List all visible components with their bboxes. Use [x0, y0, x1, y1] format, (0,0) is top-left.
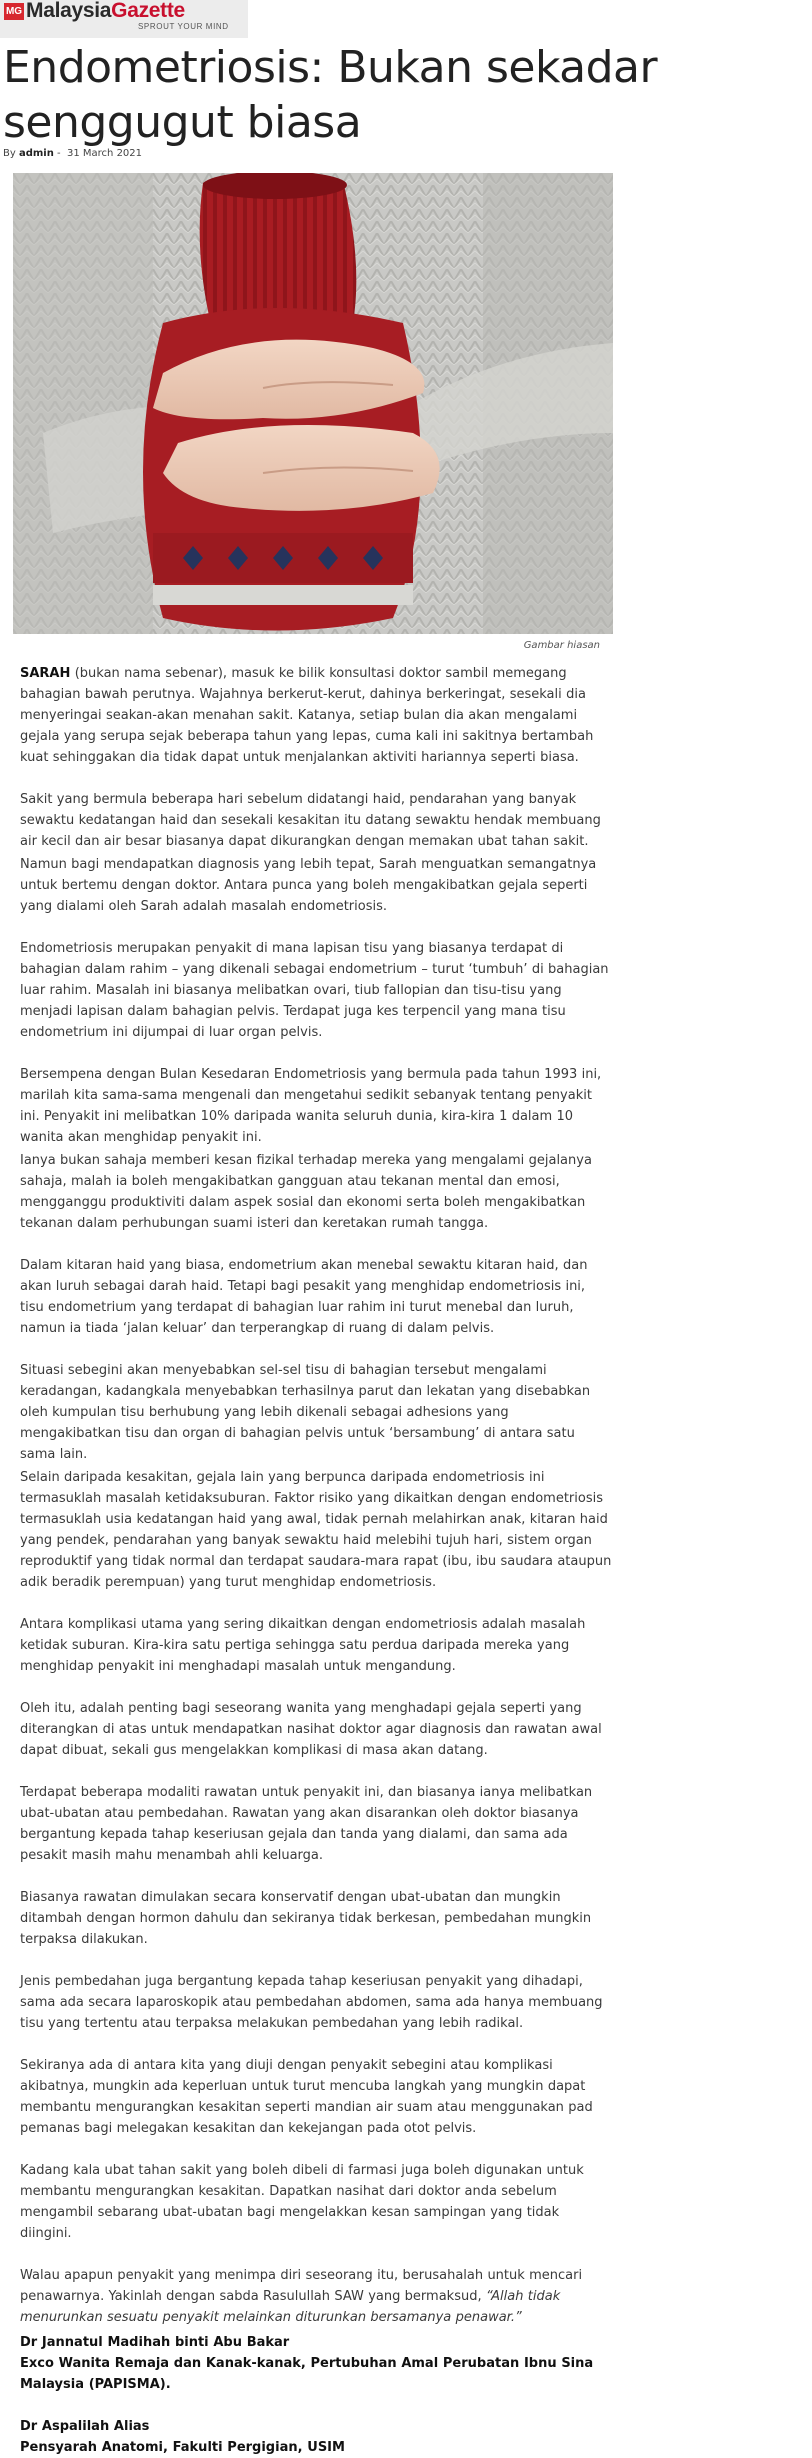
publish-date: 31 March 2021 [67, 148, 143, 159]
paragraph-5: Bersempena dengan Bulan Kesedaran Endometriosis yang bermula pada tahun 1993 ini, marilah kita sama-sama mengenali dan mengetahui sedikit sebanyak tentang penyakit ini. Penyakit ini melibatkan 10% daripada wanita seluruh dunia, kira-kira 1 dalam 10 wanita akan menghidap penyakit ini. [20, 1067, 602, 1145]
paragraph-15: Sekiranya ada di antara kita yang diuji dengan penyakit sebegini atau komplikasi akibatnya, mungkin ada keperluan untuk turut mencuba langkah yang mungkin dapat membantu mengurangkan kesakitan seperti mandian air suam atau menggunakan pad pemanas bagi melegakan kesakitan dan kekejangan pada otot pelvis. [20, 2058, 593, 2136]
byline-prefix: By [3, 148, 16, 159]
author1-role: Exco Wanita Remaja dan Kanak-kanak, Pertubuhan Amal Perubatan Ibnu Sina Malaysia (PAPISMA). [20, 2356, 594, 2392]
hadith-quote: “Allah tidak menurunkan sesuatu penyakit melainkan diturunkan bersamanya penawar.” [20, 2289, 561, 2325]
paragraph-12: Terdapat beberapa modaliti rawatan untuk penyakit ini, dan biasanya ianya melibatkan ubat-ubatan atau pembedahan. Rawatan yang akan disarankan oleh doktor biasanya bergantung kepada tahap keseriusan gejala dan tanda yang dialami, dan sama ada pesakit masih mahu menambah ahli keluarga. [20, 1785, 593, 1863]
paragraph-1: SARAH (bukan nama sebenar), masuk ke bilik konsultasi doktor sambil memegang bahagian bawah perutnya. Wajahnya berkerut-kerut, dahinya berkeringat, sesekali dia menyeringai seakan-akan menahan sakit. Katanya, setiap bulan dia akan mengalami gejala yang serupa sejak beberapa tahun yang lepas, cuma kali ini sakitnya bertambah kuat sehinggakan dia tidak dapat untuk menjalankan aktiviti hariannya seperti biasa. [20, 666, 594, 765]
paragraph-17: Walau apapun penyakit yang menimpa diri seseorang itu, berusahalah untuk mencari penawarnya. Yakinlah dengan sabda Rasulullah SAW yang bermaksud, “Allah tidak menurunkan sesuatu penyakit melainkan diturunkan bersamanya penawar.” [20, 2268, 583, 2325]
paragraph-11: Oleh itu, adalah penting bagi seseorang wanita yang menghadapi gejala seperti yang diterangkan di atas untuk mendapatkan nasihat doktor agar diagnosis dan rawatan awal dapat dibuat, sekali gus mengelakkan komplikasi di masa akan datang. [20, 1701, 602, 1758]
logo-tagline: SPROUT YOUR MIND [138, 22, 229, 31]
paragraph-7: Dalam kitaran haid yang biasa, endometrium akan menebal sewaktu kitaran haid, dan akan luruh sebagai darah haid. Tetapi bagi pesakit yang menghidap endometriosis ini, tisu endometrium yang terdapat di bahagian luar rahim ini turut menebal dan luruh, namun ia tiada ‘jalan keluar’ dan terperangkap di ruang di dalam pelvis. [20, 1258, 588, 1336]
paragraph-13: Biasanya rawatan dimulakan secara konservatif dengan ubat-ubatan dan mungkin ditambah dengan hormon dahulu dan sekiranya tidak berkesan, pembedahan mungkin terpaksa dilakukan. [20, 1890, 592, 1947]
site-header [0, 0, 248, 38]
author2-role: Pensyarah Anatomi, Fakulti Pergigian, USIM [20, 2440, 345, 2455]
author-link[interactable]: admin [18, 148, 54, 159]
paragraph-10: Antara komplikasi utama yang sering dikaitkan dengan endometriosis adalah masalah ketidak suburan. Kira-kira satu pertiga sehingga satu perdua daripada mereka yang menghidap penyakit ini menghadapi masalah untuk mengandung. [20, 1617, 586, 1674]
paragraph-2: Sakit yang bermula beberapa hari sebelum didatangi haid, pendarahan yang banyak sewaktu kedatangan haid dan sesekali kesakitan itu datang sewaktu hendak membuang air kecil dan air besar biasanya dapat dikurangkan dengan memakan ubat tahan sakit. [20, 792, 601, 849]
byline-separator: - [57, 148, 61, 159]
lead-name: SARAH [20, 666, 71, 681]
article-title: Endometriosis: Bukan sekadar senggugut biasa [3, 42, 658, 148]
article-body [20, 663, 613, 2458]
site-logo[interactable] [0, 0, 248, 38]
author2-name: Dr Aspalilah Alias [20, 2419, 150, 2434]
logo-badge: MG [4, 3, 24, 20]
paragraph-14: Jenis pembedahan juga bergantung kepada tahap keseriusan penyakit yang dihadapi, sama ada secara laparoskopik atau pembedahan abdomen, sama ada hanya membuang tisu yang tertentu atau terpaksa melakukan pembedahan yang lebih radikal. [20, 1974, 603, 2031]
paragraph-6: Ianya bukan sahaja memberi kesan fizikal terhadap mereka yang mengalami gejalanya sahaja, malah ia boleh mengakibatkan gangguan atau tekanan mental dan emosi, mengganggu produktiviti dalam aspek sosial dan ekonomi serta boleh mengakibatkan tekanan dalam perhubungan suami isteri dan keretakan rumah tangga. [20, 1153, 592, 1231]
image-caption: Gambar hiasan [523, 640, 600, 651]
paragraph-3: Namun bagi mendapatkan diagnosis yang lebih tepat, Sarah menguatkan semangatnya untuk bertemu dengan doktor. Antara punca yang boleh mengakibatkan gejala seperti yang dialami oleh Sarah adalah masalah endometriosis. [20, 857, 597, 914]
paragraph-16: Kadang kala ubat tahan sakit yang boleh dibeli di farmasi juga boleh digunakan untuk membantu mengurangkan kesakitan. Dapatkan nasihat dari doktor anda sebelum mengambil sebarang ubat-ubatan bagi mengelakkan kesan sampingan yang tidak diingini. [20, 2163, 584, 2241]
byline [3, 148, 142, 159]
paragraph-8: Situasi sebegini akan menyebabkan sel-sel tisu di bahagian tersebut mengalami keradangan, kadangkala menyebabkan terhasilnya parut dan lekatan yang disebabkan oleh kumpulan tisu berhubung yang lebih dikenali sebagai adhesions yang mengakibatkan tisu dan organ di bahagian pelvis untuk ‘bersambung’ di antara satu sama lain. [20, 1363, 591, 1462]
paragraph-9: Selain daripada kesakitan, gejala lain yang berpunca daripada endometriosis ini termasuklah masalah ketidaksuburan. Faktor risiko yang dikaitkan dengan endometriosis termasuklah usia kedatangan haid yang awal, tidak pernah melahirkan anak, kitaran haid yang pendek, pendarahan yang banyak sewaktu haid melebihi tujuh hari, sistem organ reproduktif yang tidak normal dan terdapat saudara-mara rapat (ibu, ibu saudara ataupun adik beradik perempuan) yang turut menghidap endometriosis. [20, 1470, 612, 1590]
author1-name: Dr Jannatul Madihah binti Abu Bakar [20, 2335, 290, 2350]
featured-image [13, 173, 613, 634]
paragraph-4: Endometriosis merupakan penyakit di mana lapisan tisu yang biasanya terdapat di bahagian dalam rahim – yang dikenali sebagai endometrium – turut ‘tumbuh’ di bahagian luar rahim. Masalah ini biasanya melibatkan ovari, tiub fallopian dan tisu-tisu yang menjadi lapisan dalam bahagian pelvis. Terdapat juga kes terpencil yang mana tisu endometrium ini dijumpai di luar organ pelvis. [20, 941, 609, 1040]
logo-wordmark: MalaysiaGazette [26, 0, 185, 22]
